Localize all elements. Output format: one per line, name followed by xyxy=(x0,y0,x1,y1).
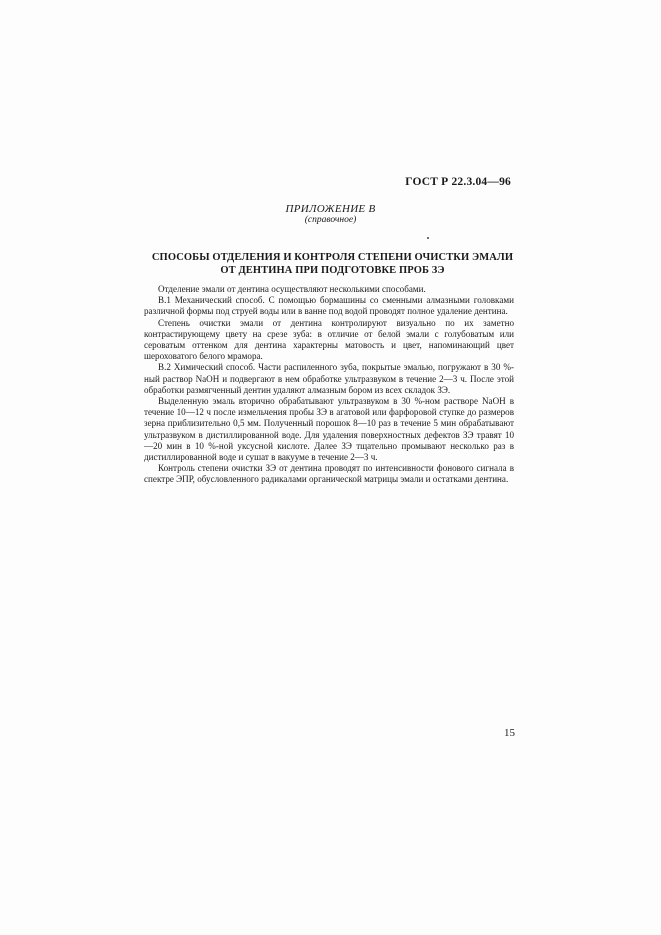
body-text xyxy=(144,284,514,486)
section-heading-line-1: СПОСОБЫ ОТДЕЛЕНИЯ И КОНТРОЛЯ СТЕПЕНИ ОЧИСТКИ ЭМАЛИ xyxy=(151,252,514,263)
page-number: 15 xyxy=(504,727,515,739)
paragraph-mechanical-method: В.1 Механический способ. С помощью бормашины со сменными алмазными головками различной формы под струей воды или в ванне под водой проводят полное удаление дентина. xyxy=(144,295,514,317)
document-code: ГОСТ Р 22.3.04—96 xyxy=(405,176,511,188)
stray-dot xyxy=(427,237,429,239)
paragraph-intro: Отделение эмали от дентина осуществляют несколькими способами. xyxy=(158,284,426,294)
section-heading-line-2: ОТ ДЕНТИНА ПРИ ПОДГОТОВКЕ ПРОБ ЗЭ xyxy=(220,264,445,276)
appendix-title: ПРИЛОЖЕНИЕ В xyxy=(285,203,376,215)
section-heading xyxy=(140,252,525,277)
paragraph-epr-control: Контроль степени очистки ЗЭ от дентина проводят по интенсивности фонового сигнала в спектре ЭПР, обусловленного радикалами органической матрицы эмали и остатками дентина. xyxy=(144,463,514,485)
paragraph-chemical-method: В.2 Химический способ. Части распиленного зуба, покрытые эмалью, погружают в 30 %-ный раствор NaOH и подвергают в нем обработке ультразвуком в течение 2—3 ч. После этой обработки размягченный дентин удаляют алмазным бором из всех складок ЗЭ. xyxy=(144,362,514,395)
paragraph-secondary-treatment: Выделенную эмаль вторично обрабатывают ультразвуком в 30 %-ном растворе NaOH в течение 10—12 ч после измельчения пробы ЗЭ в агатовой или фарфоровой ступке до размеров зерна приблизительно 0,5 мм. Полученный порошок 8—10 раз в течение 5 мин обрабатывают ультразвуком в дистиллированной воде. Для удаления поверхностных дефектов ЗЭ травят 10—20 мин в 10 %-ной уксусной кислоте. Далее ЗЭ тщательно промывают несколько раз в дистиллированной воде и сушат в вакууме в течение 2—3 ч. xyxy=(144,396,514,463)
appendix-subtitle: (справочное) xyxy=(304,215,357,225)
paragraph-visual-control: Степень очистки эмали от дентина контролируют визуально по их заметно контрастирующему цвету на срезе зуба: в отличие от белой эмали с голубоватым или сероватым оттенком для дентина характерны матовость и цвет, напоминающий цвет шероховатого белого мрамора. xyxy=(144,317,514,362)
